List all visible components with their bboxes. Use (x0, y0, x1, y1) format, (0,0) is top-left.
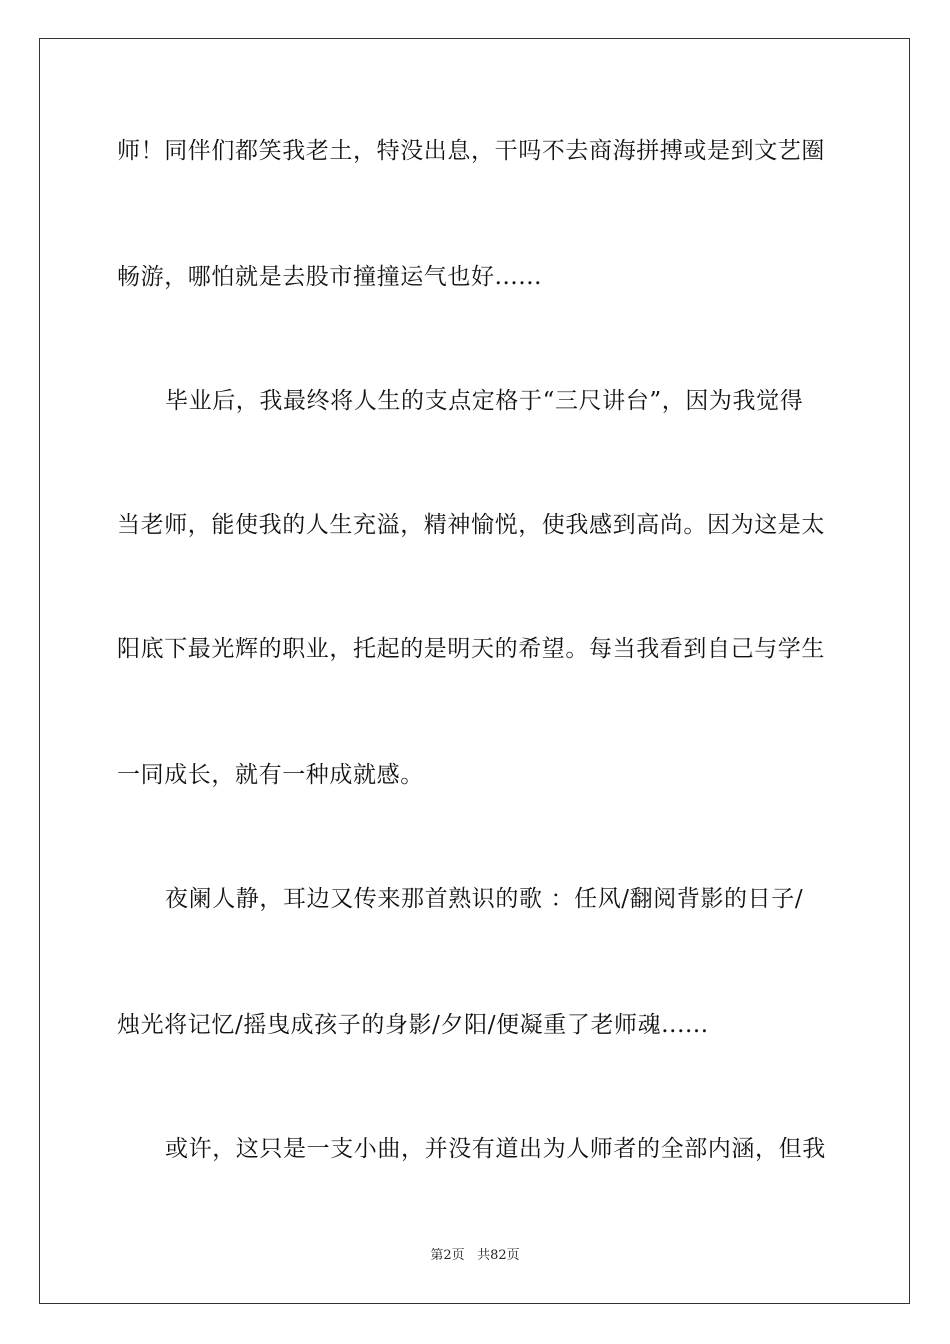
paragraph-first-line: 毕业后，我最终将人生的支点定格于“三尺讲台”，因为我觉得 (165, 388, 804, 414)
text-line: 烛光将记忆/摇曳成孩子的身影/夕阳/便凝重了老师魂...... (117, 1012, 709, 1038)
page-total: 共82页 (477, 1248, 520, 1263)
text-line: 畅游，哪怕就是去股市撞撞运气也好...... (117, 264, 543, 290)
page-footer (0, 1247, 950, 1265)
page-border (39, 38, 910, 1304)
paragraph-first-line: 或许，这只是一支小曲，并没有道出为人师者的全部内涵，但我 (165, 1136, 826, 1162)
text-line: 阳底下最光辉的职业，托起的是明天的希望。每当我看到自己与学生 (117, 636, 825, 662)
text-line: 师！同伴们都笑我老土，特没出息，干吗不去商海拼搏或是到文艺圈 (117, 138, 825, 164)
paragraph-first-line: 夜阑人静，耳边又传来那首熟识的歌 ：任风/翻阅背影的日子/ (165, 886, 804, 912)
text-line: 一同成长，就有一种成就感。 (117, 762, 424, 788)
page-number: 第2页 (430, 1248, 465, 1263)
text-line: 当老师，能使我的人生充溢，精神愉悦，使我感到高尚。因为这是太 (117, 512, 825, 538)
